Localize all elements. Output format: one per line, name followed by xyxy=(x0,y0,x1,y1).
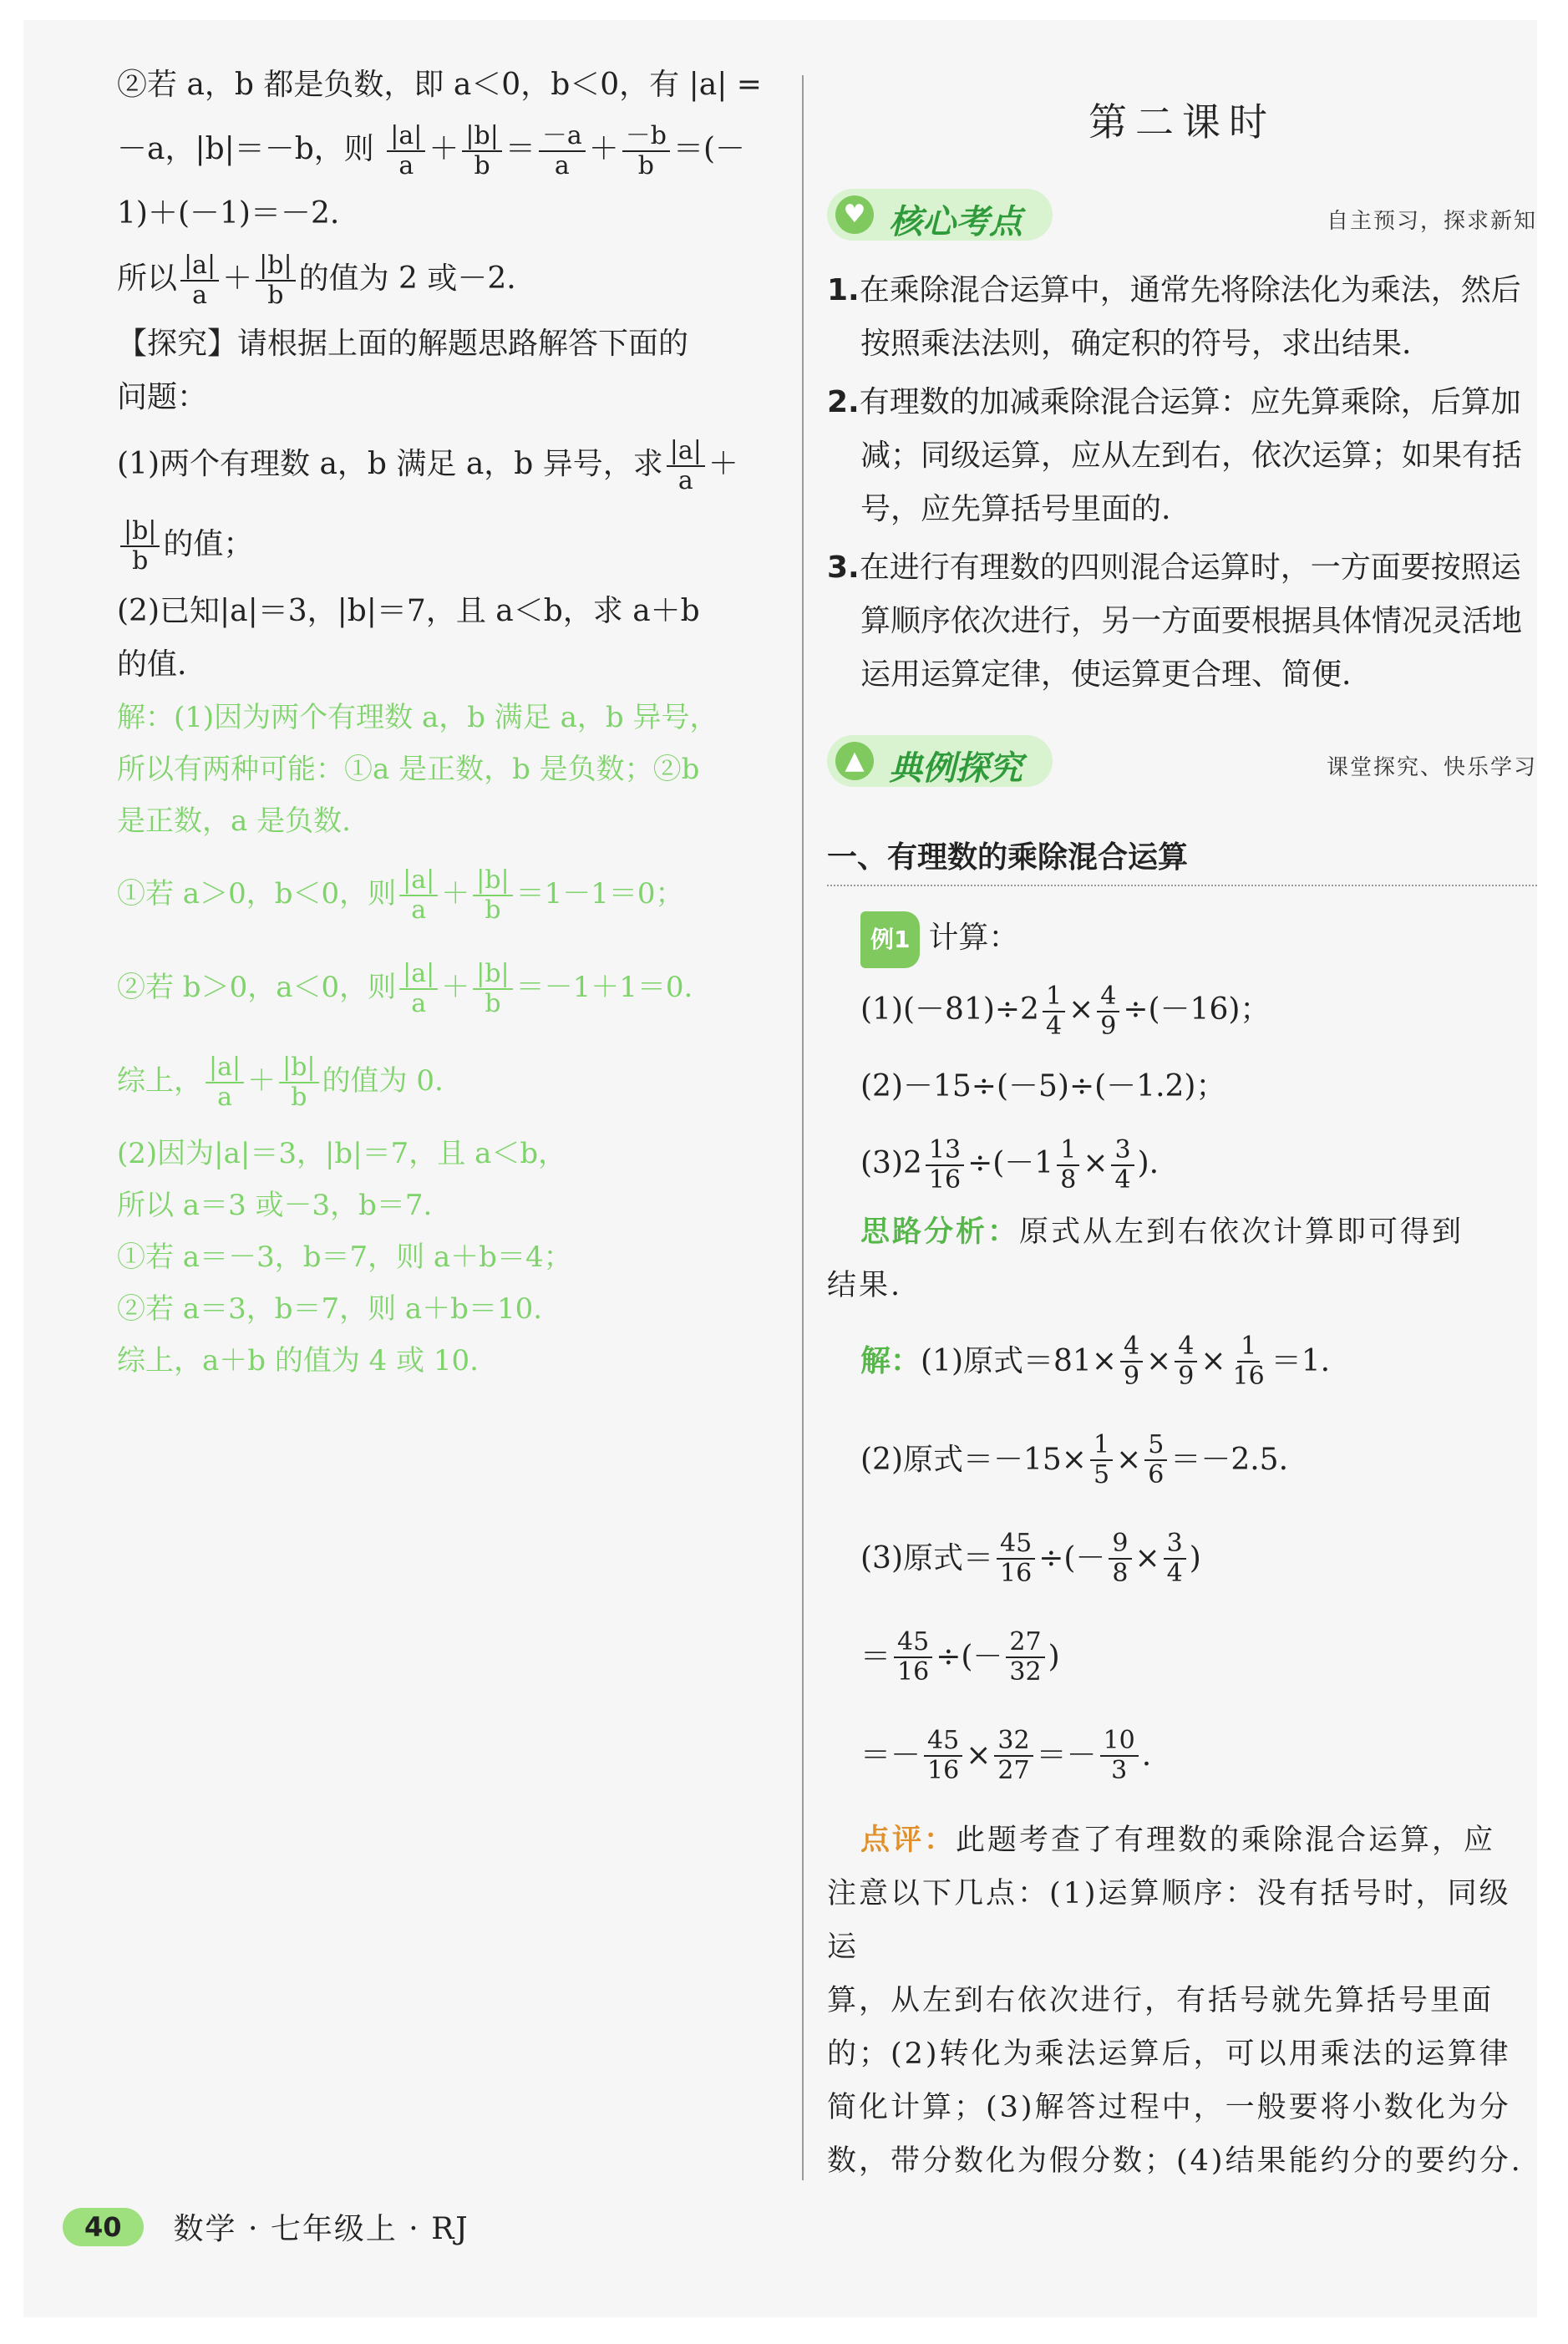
fraction: $\frac{|a|}{a}$ xyxy=(206,1053,244,1112)
left-column xyxy=(117,58,785,1387)
answer-line: ②若 b＞0，a＜0，则 $\frac{|a|}{a}$ ＋ $\frac{|b|}{b}$ ＝－1＋1＝0. xyxy=(117,959,693,1018)
comment-line: 数，带分数化为假分数；(4)结果能约分的要约分. xyxy=(827,2144,1523,2178)
solution-3-step3: ＝－ $\frac{45}{16}$ × $\frac{32}{27}$ ＝－ $\frac{10}{3}$ . xyxy=(860,1726,1152,1785)
answer-line: ②若 a＝3，b＝7，则 a＋b＝10. xyxy=(117,1292,543,1326)
fraction: $\frac{45}{16}$ xyxy=(894,1628,932,1687)
fraction: $\frac{|b|}{b}$ xyxy=(256,251,295,310)
answer-line: 所以 a＝3 或－3，b＝7. xyxy=(117,1189,433,1222)
fraction: $\frac{|b|}{b}$ xyxy=(473,866,512,925)
comment-line: 算，从左到右依次进行，有括号就先算括号里面 xyxy=(827,1984,1494,2017)
fraction: $\frac{5}{6}$ xyxy=(1144,1431,1167,1489)
example-section-header xyxy=(827,735,1537,794)
case2-line3: 1)＋(－1)＝－2. xyxy=(117,196,340,231)
fraction: $\frac{|b|}{b}$ xyxy=(473,960,512,1018)
fraction: $\frac{13}{16}$ xyxy=(926,1136,964,1195)
fraction: $\frac{45}{16}$ xyxy=(924,1727,962,1785)
fraction: $\frac{|b|}{b}$ xyxy=(120,517,160,576)
section-subtitle: 课堂探究、快乐学习 xyxy=(1326,755,1537,780)
book-title: 数学 · 七年级上 · RJ xyxy=(173,2212,469,2246)
sub-heading: 一、有理数的乘除混合运算 xyxy=(827,824,1537,886)
fraction: $\frac{1}{5}$ xyxy=(1090,1431,1113,1489)
fraction: $\frac{-a}{a}$ xyxy=(539,122,586,180)
fraction: $\frac{1}{4}$ xyxy=(1043,982,1065,1041)
answer-line: 综上，a＋b 的值为 4 或 10. xyxy=(117,1344,479,1377)
key-point: 2.有理数的加减乘除混合运算：应先算乘除，后算加减；同级运算，应从左到右，依次运算；如果有括号，应先算括号里面的. xyxy=(827,385,1523,526)
fraction: $\frac{|a|}{a}$ xyxy=(399,866,438,925)
conclusion: 所以 $\frac{|a|}{a}$ ＋ $\frac{|b|}{b}$ 的值为 2 或－2. xyxy=(117,251,516,310)
fraction: $\frac{4}{9}$ xyxy=(1120,1332,1143,1391)
explore-line2: 问题： xyxy=(117,380,208,414)
answer-line: 综上， $\frac{|a|}{a}$ ＋ $\frac{|b|}{b}$ 的值为 0. xyxy=(117,1053,444,1112)
column-divider xyxy=(802,75,804,2180)
solution-2: (2)原式＝－15× $\frac{1}{5}$ × $\frac{5}{6}$ ＝－2.5. xyxy=(860,1430,1289,1489)
fraction: $\frac{1}{8}$ xyxy=(1057,1136,1079,1195)
fraction: $\frac{10}{3}$ xyxy=(1100,1727,1139,1785)
analysis: 思路分析：原式从左到右依次计算即可得到 xyxy=(860,1215,1464,1249)
page-number: 40 xyxy=(63,2208,144,2246)
analysis-cont: 结果. xyxy=(827,1269,903,1302)
fraction: $\frac{|b|}{b}$ xyxy=(462,122,501,180)
fraction: $\frac{|a|}{a}$ xyxy=(399,960,438,1018)
fraction: $\frac{4}{9}$ xyxy=(1097,982,1119,1041)
answer-line: ①若 a＞0，b＜0，则 $\frac{|a|}{a}$ ＋ $\frac{|b|}{b}$ ＝1－1＝0； xyxy=(117,865,684,925)
answer-line: ①若 a＝－3，b＝7，则 a＋b＝4； xyxy=(117,1240,572,1274)
fraction: $\frac{32}{27}$ xyxy=(994,1727,1033,1785)
solution-3: (3)原式＝ $\frac{45}{16}$ ÷(－ $\frac{9}{8}$ × $\frac{3}{4}$ ) xyxy=(860,1529,1201,1588)
answer-line: 所以有两种可能：①a 是正数，b 是负数；②b xyxy=(117,753,700,786)
solution-3-step2: ＝ $\frac{45}{16}$ ÷(－ $\frac{27}{32}$ ) xyxy=(860,1627,1060,1687)
question1-line2: $\frac{|b|}{b}$ 的值； xyxy=(117,505,785,585)
answer-line: 解：(1)因为两个有理数 a，b 满足 a，b 异号， xyxy=(117,701,718,734)
section-label: 典例探究 xyxy=(889,749,1022,788)
fraction: $\frac{4}{9}$ xyxy=(1175,1332,1197,1391)
fraction: $\frac{3}{4}$ xyxy=(1164,1530,1186,1588)
solution-1: 解： (1)原式＝81× $\frac{4}{9}$ × $\frac{4}{9}$ × $\frac{1}{16}$ ＝1. xyxy=(860,1332,1331,1391)
example-tag: 例1 xyxy=(860,911,920,968)
case2-line1: ②若 a，b 都是负数，即 a＜0，b＜0，有 |a| = xyxy=(117,68,762,102)
key-point: 1.在乘除混合运算中，通常先将除法化为乘法，然后按照乘法法则，确定积的符号，求出结果. xyxy=(827,273,1521,361)
fraction: $\frac{|a|}{a}$ xyxy=(387,122,425,180)
comment-line: 注意以下几点：(1)运算顺序：没有括号时，同级运 xyxy=(827,1877,1511,1964)
question2-line2: 的值. xyxy=(117,647,187,682)
fraction: $\frac{|b|}{b}$ xyxy=(279,1053,318,1112)
key-point: 3.在进行有理数的四则混合运算时，一方面要按照运算顺序依次进行，另一方面要根据具体情况灵活地运用运算定律，使运算更合理、简便. xyxy=(827,550,1523,692)
page-footer xyxy=(63,2205,469,2248)
question1-line1: (1)两个有理数 a，b 满足 a，b 异号，求 $\frac{|a|}{a}$ ＋ xyxy=(117,436,738,495)
problem-3: (3)2 $\frac{13}{16}$ ÷(－1 $\frac{1}{8}$ × $\frac{3}{4}$ ). xyxy=(860,1135,1160,1195)
chart-icon: ▲ xyxy=(835,742,874,780)
section-subtitle: 自主预习，探求新知 xyxy=(1326,209,1537,234)
comment-line: 简化计算；(3)解答过程中，一般要将小数化为分 xyxy=(827,2091,1511,2124)
fraction: $\frac{27}{32}$ xyxy=(1006,1628,1044,1687)
heart-icon: ♥ xyxy=(835,195,874,234)
fraction: $\frac{3}{4}$ xyxy=(1111,1136,1134,1195)
fraction: $\frac{-b}{b}$ xyxy=(622,122,670,180)
fraction: $\frac{9}{8}$ xyxy=(1109,1530,1131,1588)
comment: 点评：此题考查了有理数的乘除混合运算，应 xyxy=(860,1824,1496,1857)
problem-2: (2)－15÷(－5)÷(－1.2)； xyxy=(860,1069,1226,1104)
fraction: $\frac{|a|}{a}$ xyxy=(180,251,219,310)
fraction: $\frac{|a|}{a}$ xyxy=(667,437,705,495)
explore-line1: 【探究】请根据上面的解题思路解答下面的 xyxy=(117,327,689,361)
right-column xyxy=(827,92,1537,2188)
answer-line: 是正数，a 是负数. xyxy=(117,804,351,838)
example-prompt: 例1 计算： xyxy=(827,911,1537,968)
question2-line1: (2)已知|a|＝3，|b|＝7，且 a＜b，求 a＋b xyxy=(117,594,700,628)
problem-1: (1)(－81)÷2 $\frac{1}{4}$ × $\frac{4}{9}$ ÷(－16)； xyxy=(860,982,1271,1041)
fraction: $\frac{45}{16}$ xyxy=(997,1530,1035,1588)
comment-line: 的；(2)转化为乘法运算后，可以用乘法的运算律 xyxy=(827,2037,1511,2071)
answer-block xyxy=(117,692,785,1387)
answer-line: (2)因为|a|＝3，|b|＝7，且 a＜b， xyxy=(117,1137,567,1170)
lesson-title: 第二课时 xyxy=(1088,99,1276,145)
section-label: 核心考点 xyxy=(889,203,1022,241)
case2-line2: －a，|b|＝－b，则 $\frac{|a|}{a}$ ＋ $\frac{|b|}{b}$ ＝ $\frac{-a}{a}$ ＋ $\frac{-b}{b}$ ＝(－ xyxy=(117,121,745,180)
core-section-header xyxy=(827,189,1537,247)
fraction: $\frac{1}{16}$ xyxy=(1232,1332,1265,1391)
